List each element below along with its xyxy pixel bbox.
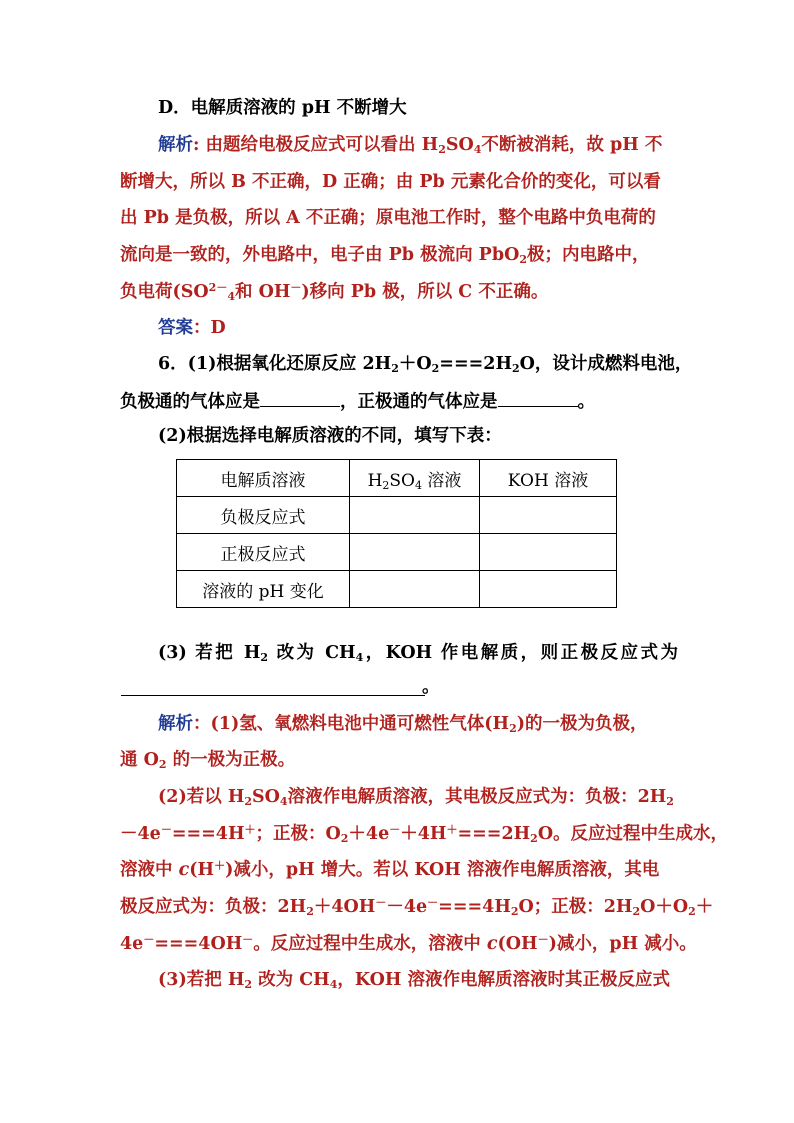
- answer: 答案：D: [158, 318, 226, 338]
- period: 。: [422, 677, 440, 697]
- analysis2-line1: 解析：(1)氢、氧燃料电池中通可燃性气体$(H_2)$的一极为负极，: [158, 714, 648, 735]
- table-row: [177, 534, 617, 571]
- q6-part2: (2)根据选择电解质溶液的不同，填写下表：: [158, 426, 502, 446]
- table-row: [177, 497, 617, 534]
- q6-part1-line2: 负极通的气体应是 ，正极通的气体应是 。: [120, 388, 680, 414]
- table-cell-empty[interactable]: [480, 571, 617, 608]
- answer-label: 答案: [158, 318, 193, 338]
- table-header-cell: 电解质溶液: [177, 460, 350, 497]
- table-row-label: 溶液的 pH 变化: [177, 571, 350, 608]
- q6-part3: (3) 若把 $H_2$ 改为 $CH_4$，KOH 作电解质，则正极反应式为: [158, 643, 678, 664]
- electrolyte-table: [176, 459, 617, 608]
- analysis2-line8: (3)若把 $H_2$ 改为 $CH_4$，KOH 溶液作电解质溶液时其正极反应式: [158, 970, 670, 991]
- analysis1-line1: 解析: 由题给电极反应式可以看出 $H_2SO_4$不断被消耗，故 pH 不: [158, 135, 663, 156]
- analysis2-line2: 通 $O_2$ 的一极为正极。: [120, 750, 296, 771]
- table-cell-empty[interactable]: [480, 497, 617, 534]
- answer-blank-positive[interactable]: [498, 388, 578, 407]
- answer-blank-negative[interactable]: [260, 388, 340, 407]
- analysis2-line3: (2)若以 $H_2SO_4$溶液作电解质溶液，其电极反应式为：负极：$2H_2$: [158, 787, 674, 808]
- table-row: [177, 571, 617, 608]
- analysis2-line6: 极反应式为：负极：$2H_2+4OH^--4e^-===4H_2O$；正极：$2H_2O+O_2+$: [120, 896, 714, 918]
- table-header-cell: KOH 溶液: [480, 460, 617, 497]
- table-cell-empty[interactable]: [350, 571, 480, 608]
- table-cell-empty[interactable]: [350, 497, 480, 534]
- analysis1-line2: 断增大，所以 B 不正确，D 正确；由 Pb 元素化合价的变化，可以看: [120, 172, 661, 192]
- answer-blank-cathode[interactable]: [121, 695, 425, 696]
- table-row-label: 正极反应式: [177, 534, 350, 571]
- analysis2-line4: －4e－===4H＋；正极：$O_2+4e^-+4H^+===2H_2O$。反应过程中生成水，: [120, 823, 729, 845]
- table-header-row: [177, 460, 617, 497]
- q6-part1-line1: 6．(1)根据氧化还原反应 $2H_2+O_2===2H_2O$，设计成燃料电池，: [158, 354, 693, 375]
- analysis2-line7: 4e－===4OH－。反应过程中生成水，溶液中 c(OH－)减小，pH 减小。: [120, 933, 697, 954]
- analysis-label: 解析: [158, 135, 193, 155]
- table-row-label: 负极反应式: [177, 497, 350, 534]
- table-cell-empty[interactable]: [480, 534, 617, 571]
- analysis1-line5: 负电荷($SO^{2-}_4$和 OH－)移向 Pb 极，所以 C 不正确。: [120, 281, 549, 303]
- table-cell-empty[interactable]: [350, 534, 480, 571]
- table-header-cell: $H_2SO_4$ 溶液: [350, 460, 480, 497]
- analysis1-line3: 出 Pb 是负极，所以 A 不正确；原电池工作时，整个电路中负电荷的: [120, 208, 656, 228]
- option-d: D．电解质溶液的 pH 不断增大: [158, 98, 407, 118]
- analysis2-line5: 溶液中 c(H＋)减小，pH 增大。若以 KOH 溶液作电解质溶液，其电: [120, 859, 660, 880]
- analysis1-line4: 流向是一致的，外电路中，电子由 Pb 极流向 PbO$_2$极；内电路中，: [120, 245, 650, 266]
- analysis-label: 解析: [158, 714, 193, 734]
